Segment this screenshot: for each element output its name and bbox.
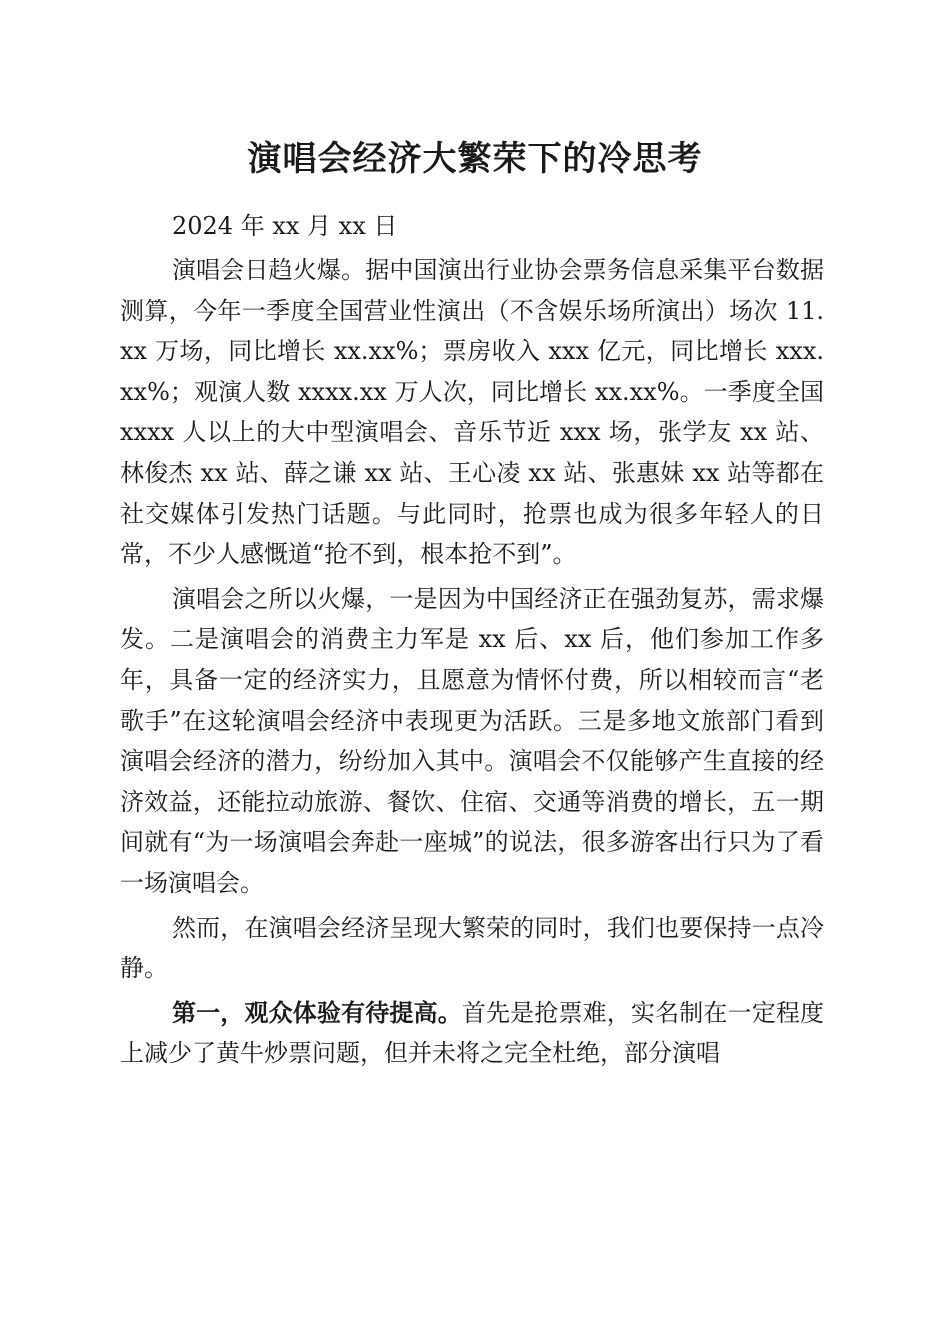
paragraph-4 [120,993,824,1074]
paragraph-2 [120,579,824,904]
paragraph-4-lead: 第一，观众体验有待提高。 [172,997,462,1027]
document-body [120,206,824,1078]
document-title: 演唱会经济大繁荣下的冷思考 [247,139,703,179]
paragraph-3-text: 然而，在演唱会经济呈现大繁荣的同时，我们也要保持一点冷静。 [120,913,824,983]
paragraph-1 [120,250,824,575]
paragraph-1-text: 演唱会日趋火爆。据中国演出行业协会票务信息采集平台数据测算，今年一季度全国营业性演出（不含娱乐场所演出）场次 11.xx 万场，同比增长 xx.xx%；票房收入 xxx 亿元，同比增长 xxx.xx%；观演人数 xxxx.xx 万人次，同比增长 xx.xx%。一季度全国 xxxx 人以上的大中型演唱会、音乐节近 xxx 场，张学友 xx 站、林俊杰 xx 站、薛之谦 xx 站、王心凌 xx 站、张惠妹 xx 站等都在社交媒体引发热门话题。与此同时，抢票也成为很多年轻人的日常，不少人感慨道“抢不到，根本抢不到”。 [120,256,824,569]
paragraph-3 [120,908,824,989]
paragraph-4-text: 首先是抢票难，实名制在一定程度上减少了黄牛炒票问题，但并未将之完全杜绝，部分演唱 [120,998,825,1068]
paragraph-2-text: 演唱会之所以火爆，一是因为中国经济正在强劲复苏，需求爆发。二是演唱会的消费主力军是 xx 后、xx 后，他们参加工作多年，具备一定的经济实力，且愿意为情怀付费，所以相较而言“老歌手”在这轮演唱会经济中表现更为活跃。三是多地文旅部门看到演唱会经济的潜力，纷纷加入其中。演唱会不仅能够产生直接的经济效益，还能拉动旅游、餐饮、住宿、交通等消费的增长，五一期间就有“为一场演唱会奔赴一座城”的说法，很多游客出行只为了看一场演唱会。 [120,584,824,897]
document-date: 2024 年 xx 月 xx 日 [172,212,398,240]
